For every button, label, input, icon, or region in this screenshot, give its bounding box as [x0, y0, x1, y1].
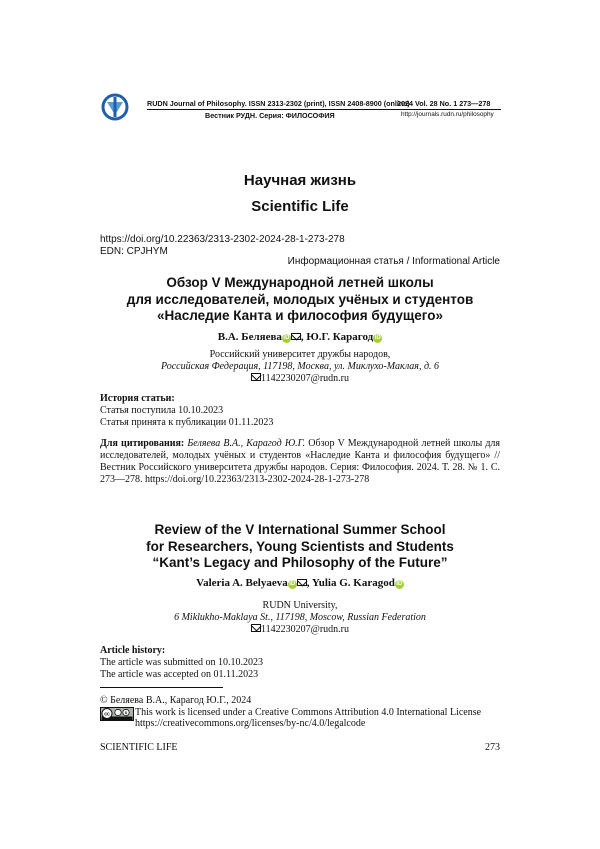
page-number: 273 [485, 742, 500, 753]
history-received-ru: Статья поступила 10.10.2023 [100, 405, 224, 416]
cc-by-nc-badge-icon[interactable] [100, 707, 134, 721]
author-name: Valeria A. Belyaeva [196, 577, 288, 589]
email-en [0, 624, 600, 636]
section-title-ru: Научная жизнь [243, 172, 357, 189]
author-name: Ю.Г. Карагод [306, 331, 374, 343]
history-received-en: The article was submitted on 10.10.2023 [100, 657, 264, 668]
svg-text:cc: cc [104, 711, 110, 718]
email-address[interactable]: 1142230207@rudn.ru [261, 373, 349, 384]
affiliation-en-line1: RUDN University, [262, 600, 338, 611]
doi-link[interactable]: https://doi.org/10.22363/2313-2302-2024-28-1-273-278 [100, 234, 345, 245]
title-en-line: for Researchers, Young Scientists and Students [146, 538, 454, 554]
copyright-notice: © Беляева В.А., Карагод Ю.Г., 2024 [100, 695, 252, 706]
affiliation-en-line2: 6 Miklukho-Maklaya St., 117198, Moscow, Russian Federation [174, 612, 426, 623]
email-icon [251, 373, 261, 381]
author-separator: , [300, 331, 307, 343]
history-label-ru: История статьи: [100, 393, 175, 404]
svg-text:$: $ [124, 710, 128, 715]
title-ru-line: «Наследие Канта и философия будущего» [156, 308, 444, 323]
article-type: Информационная статья / Informational Article [287, 256, 500, 267]
history-label-en: Article history: [100, 645, 166, 656]
affiliation-ru-line1: Российский университет дружбы народов, [209, 349, 391, 360]
journal-url[interactable]: http://journals.rudn.ru/philosophy [401, 111, 494, 118]
history-accepted-ru: Статья принята к публикации 01.11.2023 [100, 417, 274, 428]
title-ru-line: для исследователей, молодых учёных и студентов [126, 291, 474, 307]
footnote-rule [100, 687, 223, 688]
citation-label: Для цитирования: [100, 438, 185, 449]
edn-code: EDN: CPJHYM [100, 246, 168, 257]
citation-text: Обзор V Международной летней школы для исследователей, молодых учёных и студентов «Наследие Канта и философия будущего» // Вестник Российского университета дружбы народов. Серия: Философия. 2024. Т. 28. № 1. С. 273—278. https://doi.org/10.22363/2313-2302-2024-28-1-273-278 [100, 438, 501, 485]
orcid-icon[interactable]: iD [283, 335, 290, 341]
article-title-ru [0, 275, 600, 325]
volume-info: 2024 Vol. 28 No. 1 273—278 [397, 99, 491, 108]
title-en-line: “Kant’s Legacy and Philosophy of the Future” [152, 555, 448, 570]
email-ru [0, 373, 600, 385]
history-accepted-en: The article was accepted on 01.11.2023 [100, 669, 259, 680]
citation-block [100, 438, 500, 486]
license-url[interactable]: https://creativecommons.org/licenses/by-nc/4.0/legalcode [135, 718, 366, 729]
title-en-line: Review of the V International Summer School [154, 522, 446, 537]
header-rule [147, 109, 501, 110]
orcid-icon[interactable]: iD [396, 581, 403, 587]
author-name: Yulia G. Karagod [311, 577, 395, 589]
section-title-en: Scientific Life [251, 198, 349, 215]
orcid-icon[interactable]: iD [289, 581, 296, 587]
author-name: В.А. Беляева [217, 331, 282, 343]
title-ru-line: Обзор V Международной летней школы [166, 275, 434, 290]
email-icon [251, 624, 261, 632]
orcid-icon[interactable]: iD [374, 335, 381, 341]
journal-title-ru: Вестник РУДН. Серия: ФИЛОСОФИЯ [205, 111, 335, 120]
email-icon[interactable] [291, 333, 301, 340]
authors-ru [0, 331, 600, 343]
running-head: SCIENTIFIC LIFE [100, 742, 178, 753]
author-separator: , [306, 577, 312, 589]
license-text: This work is licensed under a Creative Commons Attribution 4.0 International License [135, 707, 482, 718]
affiliation-ru-line2: Российская Федерация, 117198, Москва, ул. Миклухо-Маклая, д. 6 [160, 361, 440, 372]
email-address[interactable]: 1142230207@rudn.ru [261, 624, 349, 635]
article-title-en [0, 522, 600, 572]
rudn-logo-icon [101, 93, 129, 121]
email-icon[interactable] [297, 579, 307, 586]
authors-en [0, 577, 600, 589]
citation-authors: Беляева В.А., Карагод Ю.Г. [187, 438, 306, 449]
journal-title-en: RUDN Journal of Philosophy. ISSN 2313-2302 (print), ISSN 2408-8900 (online) [147, 99, 410, 108]
